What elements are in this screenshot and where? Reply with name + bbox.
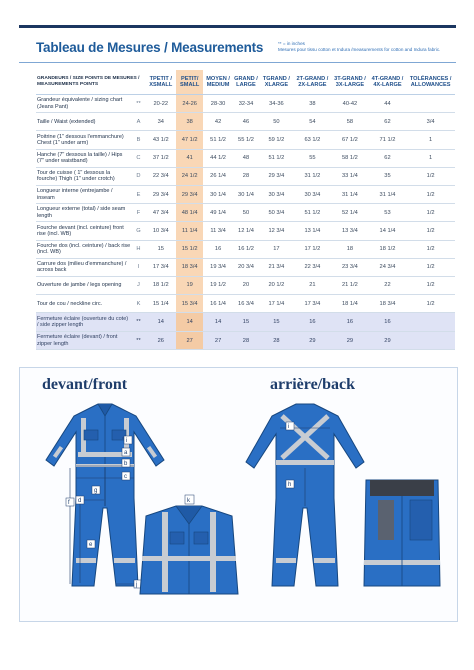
callout-d: d [78, 498, 82, 504]
size-header: 4T-GRAND / 4X-LARGE [369, 70, 407, 95]
size-value: 15 [259, 313, 293, 332]
size-value: 24 1/2 [176, 167, 203, 185]
callout-i: i [126, 438, 128, 444]
note-line-1: ** = in inches [278, 41, 305, 46]
size-value: 16 [331, 313, 369, 332]
size-value: 22 3/4 [294, 258, 332, 276]
size-header: MOYEN / MEDIUM [203, 70, 232, 95]
size-value: 35 [369, 167, 407, 185]
size-value: 18 1/2 [146, 276, 176, 294]
tolerance-value [406, 313, 455, 332]
size-value: 38 [176, 113, 203, 131]
size-value: 13 1/4 [294, 222, 332, 240]
callout-j: j [136, 582, 138, 588]
tolerance-value [406, 95, 455, 113]
size-value: 18 3/4 [176, 258, 203, 276]
size-value: 16 [203, 240, 232, 258]
size-value: 21 [294, 276, 332, 294]
size-value: 19 3/4 [203, 258, 232, 276]
size-value: 14 [146, 313, 176, 332]
row-label: Fourche devant (incl. ceinture) front rise (incl. WB) [36, 222, 131, 240]
size-value: 29 3/4 [146, 185, 176, 203]
tolerance-value: 1/2 [406, 258, 455, 276]
size-value: 24 3/4 [369, 258, 407, 276]
row-label: Tour de cou / neckline circ. [36, 295, 131, 313]
callout-a: a [124, 450, 128, 456]
size-value: 30 1/4 [203, 185, 232, 203]
size-value: 51 1/2 [259, 149, 293, 167]
row-code: I [131, 258, 145, 276]
size-value: 16 3/4 [233, 295, 259, 313]
size-value: 20 [233, 276, 259, 294]
tolerance-header: TOLÉRANCES / ALLOWANCES [406, 70, 455, 95]
size-value: 52 1/4 [331, 204, 369, 222]
size-value: 27 [203, 331, 232, 350]
row-code: ** [131, 331, 145, 350]
size-value: 31 1/2 [294, 167, 332, 185]
tolerance-value: 1/2 [406, 222, 455, 240]
size-value: 13 3/4 [331, 222, 369, 240]
row-label: Fermeture éclaire (ouverture du cote) / side zipper length [36, 313, 131, 332]
size-value: 15 3/4 [176, 295, 203, 313]
header-label: GRANDEURS / SIZE POINTS DE MESURES / MEASUREMENTS POINTS [36, 70, 146, 95]
size-value: 27 [176, 331, 203, 350]
size-value: 17 [259, 240, 293, 258]
size-value: 42 [203, 113, 232, 131]
tolerance-value: 3/4 [406, 113, 455, 131]
table-body [36, 95, 455, 350]
callout-c: c [124, 474, 127, 480]
size-value: 38 [294, 95, 332, 113]
callout-h: h [288, 482, 292, 488]
page-title: Tableau de Mesures / Measurements [36, 40, 264, 55]
size-value: 22 [369, 276, 407, 294]
row-label: Fermeture éclaire (devant) / front zipper length [36, 331, 131, 350]
tolerance-value: 1/2 [406, 276, 455, 294]
size-value: 50 [233, 204, 259, 222]
size-header: 2T-GRAND / 2X-LARGE [294, 70, 332, 95]
row-code: C [131, 149, 145, 167]
callout-k: k [187, 498, 190, 504]
size-value: 21 3/4 [259, 258, 293, 276]
table-row [36, 258, 455, 276]
size-value: 20 3/4 [233, 258, 259, 276]
size-value: 12 1/4 [233, 222, 259, 240]
note-line-2: Mesures pour tissu cotton et Indura /measurements for cotton and Indura fabric. [278, 47, 441, 52]
table-row [36, 313, 455, 332]
header-row [36, 70, 455, 95]
table-row [36, 240, 455, 258]
size-value: 28 [233, 331, 259, 350]
size-value: 53 [369, 204, 407, 222]
size-value: 19 [176, 276, 203, 294]
size-value: 37 1/2 [146, 149, 176, 167]
row-label: Tour de cuisse ( 1" dessous la fourche) Thigh (1" under crotch) [36, 167, 131, 185]
callout-e: e [89, 542, 93, 548]
tolerance-value [406, 331, 455, 350]
size-header: TPETIT / XSMALL [146, 70, 176, 95]
size-value: 54 [294, 113, 332, 131]
row-label: Longueur externe (total) / side seam length [36, 204, 131, 222]
size-value: 29 [369, 331, 407, 350]
size-value: 55 [294, 149, 332, 167]
row-code: E [131, 185, 145, 203]
tolerance-value: 1 [406, 149, 455, 167]
size-value: 20-22 [146, 95, 176, 113]
row-label: Longueur interne (entrejambe / inseam [36, 185, 131, 203]
back-title: arrière/back [270, 376, 356, 393]
size-value: 14 [203, 313, 232, 332]
table-row [36, 113, 455, 131]
row-code: G [131, 222, 145, 240]
tolerance-value: 1 [406, 131, 455, 149]
table-row [36, 131, 455, 149]
back-detail-figure [360, 474, 444, 594]
collar-detail-figure [136, 494, 242, 596]
callout-i-back: i [288, 424, 290, 430]
size-value: 48 1/4 [176, 204, 203, 222]
tolerance-value: 1/2 [406, 167, 455, 185]
size-value: 14 [176, 313, 203, 332]
size-value: 34 [146, 113, 176, 131]
size-value: 29 3/4 [259, 167, 293, 185]
table-row [36, 331, 455, 350]
size-value: 10 3/4 [146, 222, 176, 240]
top-rule [19, 25, 456, 28]
size-value: 18 3/4 [369, 295, 407, 313]
size-value: 11 3/4 [203, 222, 232, 240]
size-value: 17 3/4 [146, 258, 176, 276]
callout-b: b [124, 461, 128, 467]
size-value: 30 1/4 [233, 185, 259, 203]
size-value: 18 [331, 240, 369, 258]
size-header: 3T-GRAND / 3X-LARGE [331, 70, 369, 95]
size-value: 34-36 [259, 95, 293, 113]
row-code: K [131, 295, 145, 313]
size-value: 16 [369, 313, 407, 332]
size-value: 16 1/4 [203, 295, 232, 313]
size-value: 55 1/2 [233, 131, 259, 149]
size-value: 21 1/2 [331, 276, 369, 294]
table-row [36, 204, 455, 222]
row-label: Fourche dos (incl. ceinture) / back rise (incl. WB) [36, 240, 131, 258]
row-label: Ouverture de jambe / legs opening [36, 276, 131, 294]
size-value: 58 [331, 113, 369, 131]
back-coverall-figure [240, 398, 370, 593]
row-label: Carrure dos (milieu d'emmanchure) / across back [36, 258, 131, 276]
tolerance-value: 1/2 [406, 240, 455, 258]
size-value: 63 1/2 [294, 131, 332, 149]
size-value: 20 1/2 [259, 276, 293, 294]
size-value: 59 1/2 [259, 131, 293, 149]
size-header: TGRAND / XLARGE [259, 70, 293, 95]
table-row [36, 95, 455, 113]
title-rule [19, 62, 456, 63]
size-value: 51 1/2 [203, 131, 232, 149]
size-value: 17 1/4 [259, 295, 293, 313]
size-value: 15 1/2 [176, 240, 203, 258]
measurement-note [278, 41, 458, 53]
row-label: Taille / Waist (extended) [36, 113, 131, 131]
size-value: 46 [233, 113, 259, 131]
table-row [36, 222, 455, 240]
size-value: 28 [259, 331, 293, 350]
table-row [36, 167, 455, 185]
row-code: A [131, 113, 145, 131]
tolerance-value: 1/2 [406, 295, 455, 313]
size-value: 51 1/2 [294, 204, 332, 222]
size-value: 29 3/4 [176, 185, 203, 203]
callout-g: g [94, 488, 98, 494]
size-header: PETIT/ SMALL [176, 70, 203, 95]
row-label: Grandeur équivalente / sizing chart (Jeans Pant) [36, 95, 131, 113]
size-value: 16 [294, 313, 332, 332]
size-value: 18 1/4 [331, 295, 369, 313]
tolerance-value: 1/2 [406, 185, 455, 203]
size-value: 50 3/4 [259, 204, 293, 222]
size-value: 49 1/4 [203, 204, 232, 222]
table-row [36, 149, 455, 167]
size-value: 30 3/4 [259, 185, 293, 203]
size-value: 26 1/4 [203, 167, 232, 185]
size-value: 31 1/4 [369, 185, 407, 203]
size-value: 23 3/4 [331, 258, 369, 276]
size-value: 29 [294, 331, 332, 350]
size-value: 48 [233, 149, 259, 167]
row-code: F [131, 204, 145, 222]
size-value: 18 1/2 [369, 240, 407, 258]
table-row [36, 295, 455, 313]
table-row [36, 185, 455, 203]
size-value: 15 [233, 313, 259, 332]
size-value: 44 [369, 95, 407, 113]
size-value: 14 1/4 [369, 222, 407, 240]
row-code: ** [131, 95, 145, 113]
row-label: Poitrine (1" dessous l'emmanchure) Chest (1" under arm) [36, 131, 131, 149]
size-value: 62 [369, 113, 407, 131]
size-value: 44 1/2 [203, 149, 232, 167]
size-value: 15 [146, 240, 176, 258]
size-value: 28-30 [203, 95, 232, 113]
size-value: 16 1/2 [233, 240, 259, 258]
size-value: 43 1/2 [146, 131, 176, 149]
size-value: 32-34 [233, 95, 259, 113]
size-value: 26 [146, 331, 176, 350]
size-value: 22 3/4 [146, 167, 176, 185]
row-code: D [131, 167, 145, 185]
row-code: ** [131, 313, 145, 332]
row-code: B [131, 131, 145, 149]
size-value: 62 [369, 149, 407, 167]
size-value: 29 [331, 331, 369, 350]
row-label: Hanche (7" dessous la taille) / Hips (7" under waistband) [36, 149, 131, 167]
size-value: 11 1/4 [176, 222, 203, 240]
row-code: H [131, 240, 145, 258]
size-value: 47 3/4 [146, 204, 176, 222]
size-header: GRAND / LARGE [233, 70, 259, 95]
size-value: 71 1/2 [369, 131, 407, 149]
table-row [36, 276, 455, 294]
size-value: 19 1/2 [203, 276, 232, 294]
size-value: 24-26 [176, 95, 203, 113]
size-value: 15 1/4 [146, 295, 176, 313]
size-value: 47 1/2 [176, 131, 203, 149]
size-value: 50 [259, 113, 293, 131]
callout-f: f [68, 500, 70, 506]
size-value: 31 1/4 [331, 185, 369, 203]
measurement-table [36, 70, 455, 350]
size-value: 30 3/4 [294, 185, 332, 203]
size-value: 67 1/2 [331, 131, 369, 149]
size-value: 33 1/4 [331, 167, 369, 185]
size-value: 58 1/2 [331, 149, 369, 167]
tolerance-value: 1/2 [406, 204, 455, 222]
size-value: 17 1/2 [294, 240, 332, 258]
size-value: 41 [176, 149, 203, 167]
size-value: 12 3/4 [259, 222, 293, 240]
size-value: 28 [233, 167, 259, 185]
size-value: 40-42 [331, 95, 369, 113]
size-value: 17 3/4 [294, 295, 332, 313]
front-title: devant/front [42, 376, 128, 393]
row-code: J [131, 276, 145, 294]
